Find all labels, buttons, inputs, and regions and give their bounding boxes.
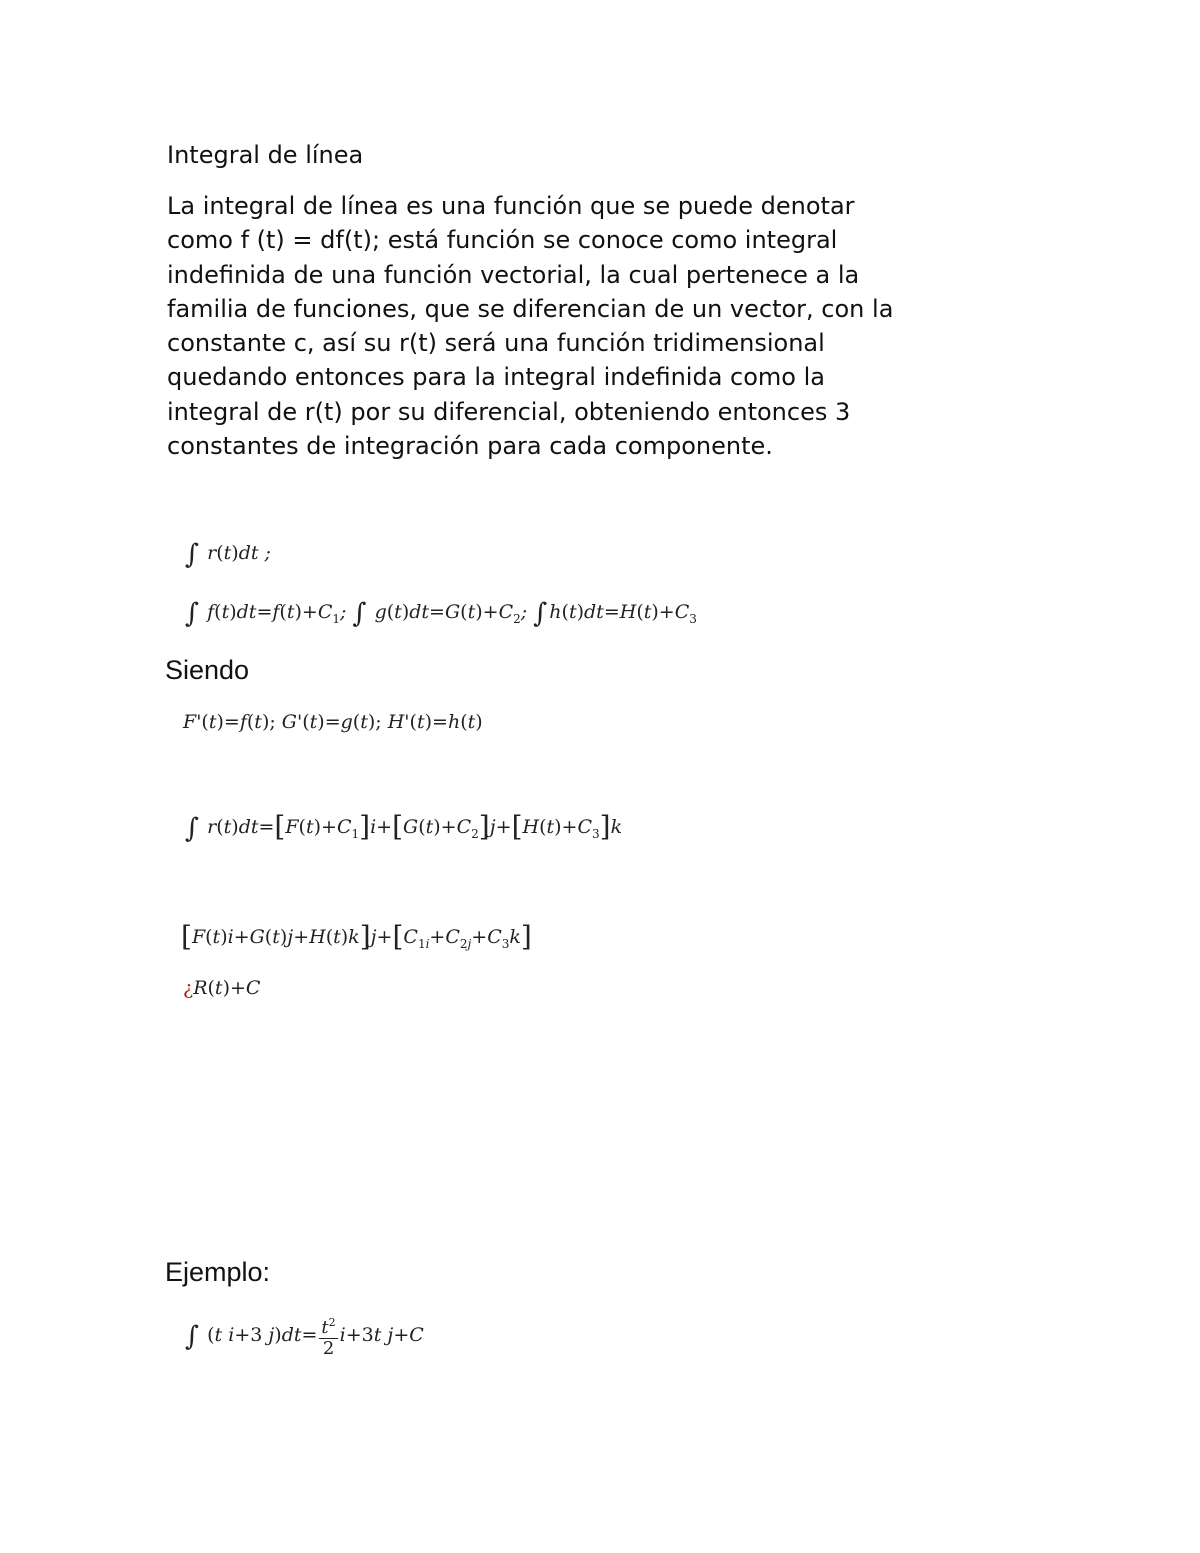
formula-grouped: $[F(t)i+G(t)j+H(t)k]j+[C_{1i}+C_{2j}+C_3k]$ (181, 920, 532, 953)
paragraph-line: constantes de integración para cada componente. (167, 432, 773, 461)
formula-example: ∫ (t i+3 j)dt= $\frac{t^2}{2}$ i+3t j+C (185, 1313, 424, 1359)
formula-component-integrals: ∫ $f(t)dt=f(t)+C_1$; ∫ $g(t)dt=G(t)+C_2$; ∫ $h(t)dt=H(t)+C_3$ (185, 598, 697, 629)
paragraph-line: integral de r(t) por su diferencial, obteniendo entonces 3 (167, 397, 851, 426)
paragraph-line: como f (t) = df(t); está función se conoce como integral (167, 226, 838, 255)
siendo-label: Siendo (165, 655, 250, 685)
document-title: Integral de línea (167, 141, 364, 169)
paragraph-line: La integral de línea es una función que se puede denotar (167, 192, 855, 220)
ejemplo-label: Ejemplo: (165, 1257, 271, 1287)
formula-derivatives: F'(t)=f(t); G'(t)=g(t); H'(t)=h(t) (183, 711, 483, 733)
intro-paragraph (167, 189, 1027, 463)
formula-integral-r: ∫ r(t)dt ; (185, 539, 271, 570)
paragraph-line: quedando entonces para la integral indefinida como la (167, 363, 825, 392)
paragraph-line: constante c, así su r(t) será una función tridimensional (167, 329, 825, 358)
fraction: $\frac{t^2}{2}$ (319, 1313, 337, 1359)
paragraph-line: indefinida de una función vectorial, la cual pertenece a la (167, 260, 860, 289)
formula-result: ¿R(t)+C (183, 977, 261, 999)
paragraph-line: familia de funciones, que se diferencian de un vector, con la (167, 294, 894, 323)
formula-vector-integral: ∫ $r(t)dt=[F(t)+C_1]i+[G(t)+C_2]j+[H(t)+C_3]k$ (185, 810, 623, 844)
